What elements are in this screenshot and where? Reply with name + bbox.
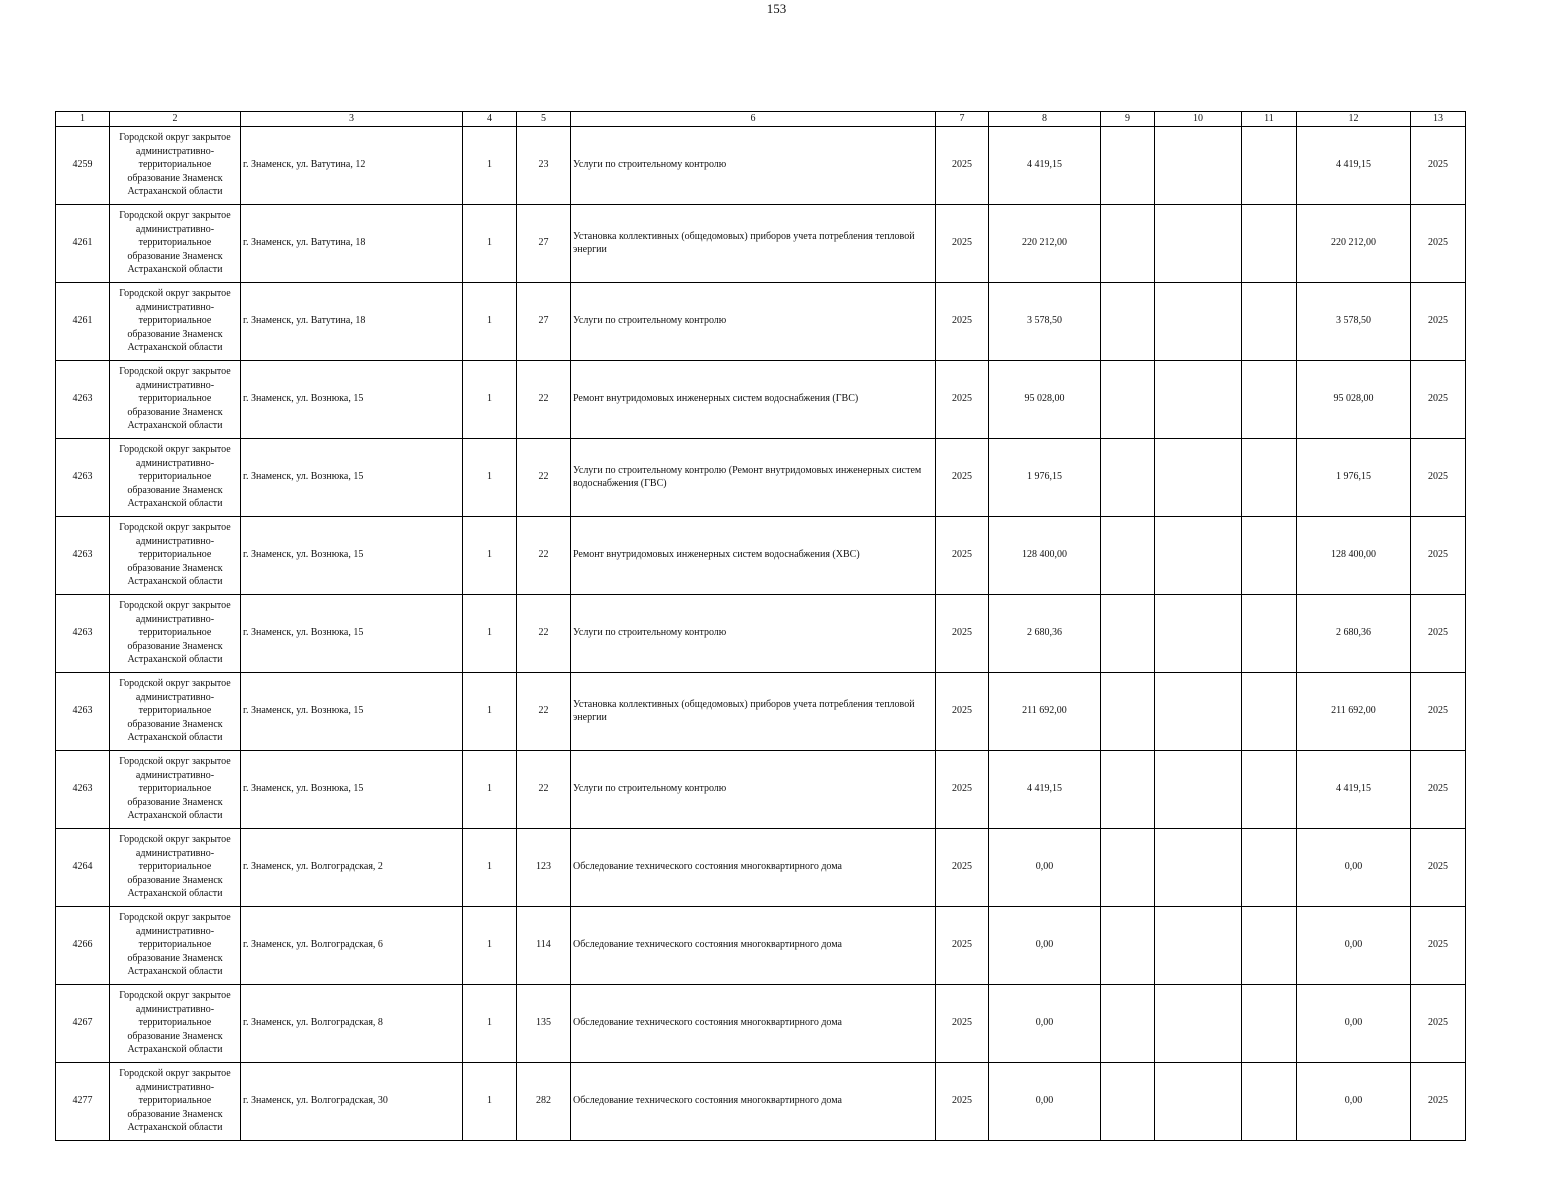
col-9-value-cell [1101, 1062, 1155, 1140]
work-type-cell: Услуги по строительному контролю [571, 282, 936, 360]
col-11-value-cell [1242, 204, 1297, 282]
table-row [56, 204, 1466, 282]
col-5-value-cell: 22 [517, 750, 571, 828]
record-id-cell: 4261 [56, 204, 110, 282]
column-header-2: 2 [110, 112, 241, 127]
cost-cell: 0,00 [989, 1062, 1101, 1140]
municipality-cell: Городской округ закрытое административно-территориальное образование Знаменск Астраханской области [110, 1062, 241, 1140]
municipality-cell: Городской округ закрытое административно-территориальное образование Знаменск Астраханской области [110, 516, 241, 594]
col-10-value-cell [1155, 282, 1242, 360]
col-4-value-cell: 1 [463, 126, 517, 204]
total-cost-cell: 4 419,15 [1297, 126, 1411, 204]
col-5-value-cell: 22 [517, 594, 571, 672]
completion-year-cell: 2025 [1411, 516, 1466, 594]
col-11-value-cell [1242, 516, 1297, 594]
record-id-cell: 4263 [56, 438, 110, 516]
col-9-value-cell [1101, 516, 1155, 594]
column-header-7: 7 [936, 112, 989, 127]
record-id-cell: 4261 [56, 282, 110, 360]
column-header-11: 11 [1242, 112, 1297, 127]
col-9-value-cell [1101, 126, 1155, 204]
completion-year-cell: 2025 [1411, 594, 1466, 672]
col-10-value-cell [1155, 1062, 1242, 1140]
col-5-value-cell: 22 [517, 672, 571, 750]
col-10-value-cell [1155, 828, 1242, 906]
table-row [56, 750, 1466, 828]
work-type-cell: Обследование технического состояния многоквартирного дома [571, 828, 936, 906]
address-cell: г. Знаменск, ул. Ватутина, 12 [241, 126, 463, 204]
municipality-cell: Городской округ закрытое административно-территориальное образование Знаменск Астраханской области [110, 672, 241, 750]
work-type-cell: Обследование технического состояния многоквартирного дома [571, 984, 936, 1062]
record-id-cell: 4264 [56, 828, 110, 906]
record-id-cell: 4263 [56, 360, 110, 438]
record-id-cell: 4263 [56, 672, 110, 750]
municipality-cell: Городской округ закрытое административно-территориальное образование Знаменск Астраханской области [110, 126, 241, 204]
col-4-value-cell: 1 [463, 1062, 517, 1140]
total-cost-cell: 0,00 [1297, 906, 1411, 984]
table-row [56, 672, 1466, 750]
completion-year-cell: 2025 [1411, 282, 1466, 360]
year-cell: 2025 [936, 204, 989, 282]
year-cell: 2025 [936, 516, 989, 594]
work-type-cell: Обследование технического состояния многоквартирного дома [571, 906, 936, 984]
col-10-value-cell [1155, 516, 1242, 594]
column-header-3: 3 [241, 112, 463, 127]
col-11-value-cell [1242, 828, 1297, 906]
col-11-value-cell [1242, 906, 1297, 984]
year-cell: 2025 [936, 360, 989, 438]
municipality-cell: Городской округ закрытое административно-территориальное образование Знаменск Астраханской области [110, 906, 241, 984]
record-id-cell: 4259 [56, 126, 110, 204]
work-type-cell: Услуги по строительному контролю (Ремонт внутридомовых инженерных систем водоснабжения (ГВС) [571, 438, 936, 516]
table-row [56, 126, 1466, 204]
column-header-13: 13 [1411, 112, 1466, 127]
cost-cell: 1 976,15 [989, 438, 1101, 516]
year-cell: 2025 [936, 126, 989, 204]
address-cell: г. Знаменск, ул. Вознюка, 15 [241, 516, 463, 594]
work-type-cell: Услуги по строительному контролю [571, 594, 936, 672]
municipality-cell: Городской округ закрытое административно-территориальное образование Знаменск Астраханской области [110, 204, 241, 282]
work-type-cell: Обследование технического состояния многоквартирного дома [571, 1062, 936, 1140]
col-11-value-cell [1242, 594, 1297, 672]
cost-cell: 2 680,36 [989, 594, 1101, 672]
col-4-value-cell: 1 [463, 516, 517, 594]
address-cell: г. Знаменск, ул. Вознюка, 15 [241, 672, 463, 750]
year-cell: 2025 [936, 1062, 989, 1140]
col-5-value-cell: 27 [517, 204, 571, 282]
col-9-value-cell [1101, 360, 1155, 438]
col-11-value-cell [1242, 438, 1297, 516]
total-cost-cell: 0,00 [1297, 984, 1411, 1062]
col-4-value-cell: 1 [463, 438, 517, 516]
table-row [56, 360, 1466, 438]
address-cell: г. Знаменск, ул. Волгоградская, 30 [241, 1062, 463, 1140]
total-cost-cell: 211 692,00 [1297, 672, 1411, 750]
col-10-value-cell [1155, 438, 1242, 516]
col-10-value-cell [1155, 204, 1242, 282]
col-9-value-cell [1101, 282, 1155, 360]
col-10-value-cell [1155, 594, 1242, 672]
year-cell: 2025 [936, 906, 989, 984]
col-5-value-cell: 114 [517, 906, 571, 984]
col-9-value-cell [1101, 204, 1155, 282]
total-cost-cell: 128 400,00 [1297, 516, 1411, 594]
col-10-value-cell [1155, 906, 1242, 984]
total-cost-cell: 3 578,50 [1297, 282, 1411, 360]
col-4-value-cell: 1 [463, 204, 517, 282]
completion-year-cell: 2025 [1411, 204, 1466, 282]
address-cell: г. Знаменск, ул. Ватутина, 18 [241, 282, 463, 360]
cost-cell: 220 212,00 [989, 204, 1101, 282]
address-cell: г. Знаменск, ул. Вознюка, 15 [241, 360, 463, 438]
address-cell: г. Знаменск, ул. Вознюка, 15 [241, 750, 463, 828]
table-row [56, 984, 1466, 1062]
col-4-value-cell: 1 [463, 906, 517, 984]
year-cell: 2025 [936, 672, 989, 750]
table-row [56, 594, 1466, 672]
col-5-value-cell: 23 [517, 126, 571, 204]
column-header-4: 4 [463, 112, 517, 127]
column-header-1: 1 [56, 112, 110, 127]
total-cost-cell: 95 028,00 [1297, 360, 1411, 438]
col-4-value-cell: 1 [463, 750, 517, 828]
year-cell: 2025 [936, 984, 989, 1062]
completion-year-cell: 2025 [1411, 1062, 1466, 1140]
municipality-cell: Городской округ закрытое административно-территориальное образование Знаменск Астраханской области [110, 750, 241, 828]
record-id-cell: 4266 [56, 906, 110, 984]
work-type-cell: Ремонт внутридомовых инженерных систем водоснабжения (ХВС) [571, 516, 936, 594]
completion-year-cell: 2025 [1411, 360, 1466, 438]
municipality-cell: Городской округ закрытое административно-территориальное образование Знаменск Астраханской области [110, 594, 241, 672]
col-4-value-cell: 1 [463, 282, 517, 360]
col-5-value-cell: 22 [517, 360, 571, 438]
work-type-cell: Установка коллективных (общедомовых) приборов учета потребления тепловой энергии [571, 204, 936, 282]
record-id-cell: 4263 [56, 516, 110, 594]
address-cell: г. Знаменск, ул. Волгоградская, 8 [241, 984, 463, 1062]
col-11-value-cell [1242, 360, 1297, 438]
completion-year-cell: 2025 [1411, 126, 1466, 204]
col-9-value-cell [1101, 594, 1155, 672]
record-id-cell: 4267 [56, 984, 110, 1062]
col-10-value-cell [1155, 126, 1242, 204]
col-10-value-cell [1155, 984, 1242, 1062]
record-id-cell: 4277 [56, 1062, 110, 1140]
address-cell: г. Знаменск, ул. Волгоградская, 6 [241, 906, 463, 984]
cost-cell: 3 578,50 [989, 282, 1101, 360]
year-cell: 2025 [936, 438, 989, 516]
total-cost-cell: 1 976,15 [1297, 438, 1411, 516]
record-id-cell: 4263 [56, 594, 110, 672]
table-row [56, 438, 1466, 516]
total-cost-cell: 0,00 [1297, 828, 1411, 906]
registry-table [55, 111, 1466, 1141]
total-cost-cell: 0,00 [1297, 1062, 1411, 1140]
work-type-cell: Ремонт внутридомовых инженерных систем водоснабжения (ГВС) [571, 360, 936, 438]
municipality-cell: Городской округ закрытое административно-территориальное образование Знаменск Астраханской области [110, 282, 241, 360]
col-11-value-cell [1242, 126, 1297, 204]
municipality-cell: Городской округ закрытое административно-территориальное образование Знаменск Астраханской области [110, 984, 241, 1062]
col-4-value-cell: 1 [463, 828, 517, 906]
table-row [56, 906, 1466, 984]
cost-cell: 95 028,00 [989, 360, 1101, 438]
cost-cell: 4 419,15 [989, 126, 1101, 204]
cost-cell: 0,00 [989, 828, 1101, 906]
col-5-value-cell: 282 [517, 1062, 571, 1140]
table-row [56, 516, 1466, 594]
col-4-value-cell: 1 [463, 594, 517, 672]
col-5-value-cell: 22 [517, 516, 571, 594]
completion-year-cell: 2025 [1411, 906, 1466, 984]
work-type-cell: Услуги по строительному контролю [571, 126, 936, 204]
col-4-value-cell: 1 [463, 360, 517, 438]
completion-year-cell: 2025 [1411, 828, 1466, 906]
col-4-value-cell: 1 [463, 984, 517, 1062]
col-11-value-cell [1242, 1062, 1297, 1140]
work-type-cell: Установка коллективных (общедомовых) приборов учета потребления тепловой энергии [571, 672, 936, 750]
year-cell: 2025 [936, 750, 989, 828]
cost-cell: 0,00 [989, 906, 1101, 984]
municipality-cell: Городской округ закрытое административно-территориальное образование Знаменск Астраханской области [110, 828, 241, 906]
col-9-value-cell [1101, 672, 1155, 750]
column-header-8: 8 [989, 112, 1101, 127]
col-11-value-cell [1242, 984, 1297, 1062]
col-10-value-cell [1155, 360, 1242, 438]
record-id-cell: 4263 [56, 750, 110, 828]
completion-year-cell: 2025 [1411, 438, 1466, 516]
col-10-value-cell [1155, 750, 1242, 828]
municipality-cell: Городской округ закрытое административно-территориальное образование Знаменск Астраханской области [110, 438, 241, 516]
col-9-value-cell [1101, 828, 1155, 906]
header-row [56, 112, 1466, 127]
year-cell: 2025 [936, 594, 989, 672]
col-9-value-cell [1101, 750, 1155, 828]
col-5-value-cell: 27 [517, 282, 571, 360]
column-header-9: 9 [1101, 112, 1155, 127]
total-cost-cell: 2 680,36 [1297, 594, 1411, 672]
completion-year-cell: 2025 [1411, 984, 1466, 1062]
col-9-value-cell [1101, 984, 1155, 1062]
address-cell: г. Знаменск, ул. Волгоградская, 2 [241, 828, 463, 906]
address-cell: г. Знаменск, ул. Вознюка, 15 [241, 594, 463, 672]
table-row [56, 1062, 1466, 1140]
table-row [56, 828, 1466, 906]
col-10-value-cell [1155, 672, 1242, 750]
address-cell: г. Знаменск, ул. Вознюка, 15 [241, 438, 463, 516]
year-cell: 2025 [936, 828, 989, 906]
year-cell: 2025 [936, 282, 989, 360]
page-number: 153 [766, 1, 787, 16]
table-body [56, 126, 1466, 1140]
col-9-value-cell [1101, 438, 1155, 516]
cost-cell: 0,00 [989, 984, 1101, 1062]
cost-cell: 128 400,00 [989, 516, 1101, 594]
municipality-cell: Городской округ закрытое административно-территориальное образование Знаменск Астраханской области [110, 360, 241, 438]
column-header-6: 6 [571, 112, 936, 127]
work-type-cell: Услуги по строительному контролю [571, 750, 936, 828]
column-header-10: 10 [1155, 112, 1242, 127]
cost-cell: 211 692,00 [989, 672, 1101, 750]
total-cost-cell: 220 212,00 [1297, 204, 1411, 282]
col-11-value-cell [1242, 672, 1297, 750]
total-cost-cell: 4 419,15 [1297, 750, 1411, 828]
column-header-12: 12 [1297, 112, 1411, 127]
col-5-value-cell: 135 [517, 984, 571, 1062]
address-cell: г. Знаменск, ул. Ватутина, 18 [241, 204, 463, 282]
completion-year-cell: 2025 [1411, 750, 1466, 828]
col-11-value-cell [1242, 282, 1297, 360]
col-4-value-cell: 1 [463, 672, 517, 750]
col-9-value-cell [1101, 906, 1155, 984]
cost-cell: 4 419,15 [989, 750, 1101, 828]
completion-year-cell: 2025 [1411, 672, 1466, 750]
table-row [56, 282, 1466, 360]
col-5-value-cell: 22 [517, 438, 571, 516]
column-header-5: 5 [517, 112, 571, 127]
col-5-value-cell: 123 [517, 828, 571, 906]
col-11-value-cell [1242, 750, 1297, 828]
